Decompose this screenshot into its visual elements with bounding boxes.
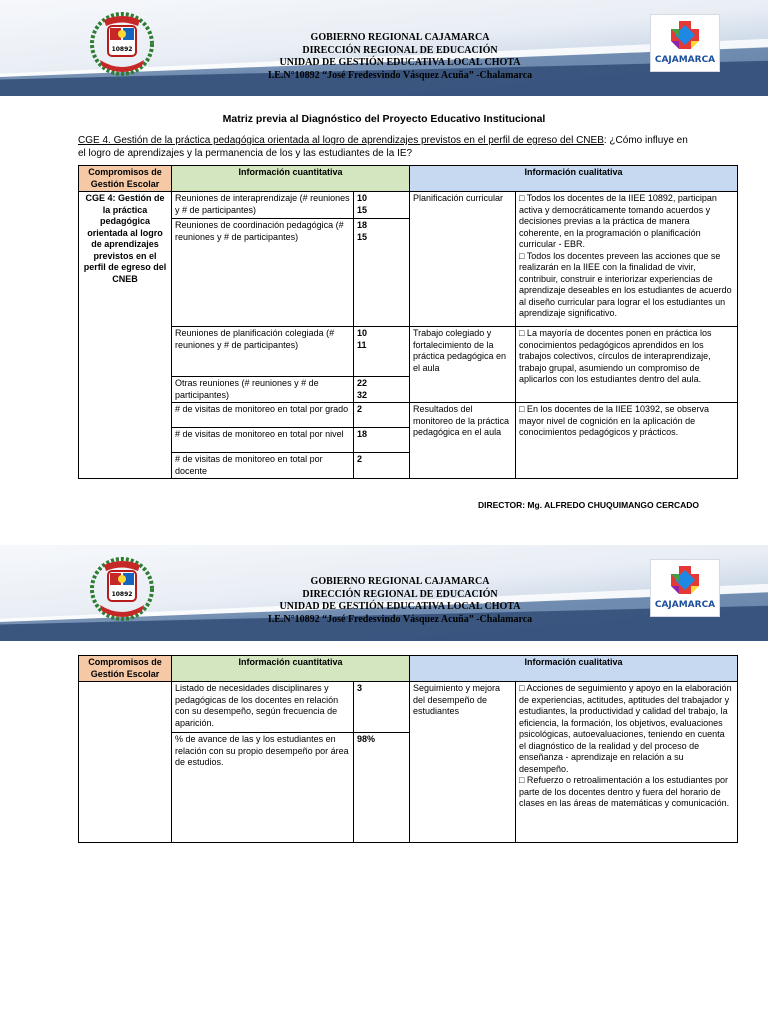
qual-text: □ En los docentes de la IIEE 10392, se observa mayor nivel de cognición en la aplicación de conocimientos pedagógicos y prácticos.	[516, 403, 738, 479]
qual-topic: Planificación curricular	[410, 192, 516, 327]
header-institution-text	[250, 576, 550, 626]
quant-value: 98%	[354, 733, 410, 843]
header-line: I.E.N°10892 “José Fredesvindo Vásquez Acuña” -Chalamarca	[267, 613, 533, 625]
school-emblem-icon	[88, 10, 156, 78]
header-line: DIRECCIÓN REGIONAL DE EDUCACIÓN	[302, 588, 498, 600]
school-emblem-icon	[88, 555, 156, 623]
quant-label: % de avance de las y los estudiantes en relación con su propio desempeño por área de estudios.	[172, 733, 354, 843]
header-line: I.E.N°10892 “José Fredesvindo Vásquez Acuña” -Chalamarca	[267, 69, 533, 81]
emblem-number: 10892	[111, 46, 133, 53]
quant-value: 2	[354, 403, 410, 428]
quant-label: Otras reuniones (# reuniones y # de participantes)	[172, 377, 354, 403]
quant-label: Reuniones de interaprendizaje (# reuniones y # de participantes)	[172, 192, 354, 219]
question-text: : ¿Cómo influye en el logro de aprendizajes y la permanencia de los y las estudiantes de la IE?	[78, 135, 688, 159]
header-compromisos: Compromisos de Gestión Escolar	[79, 166, 172, 192]
diagnostic-matrix-table	[78, 165, 738, 479]
header-cuantitativa: Información cuantitativa	[172, 166, 410, 192]
cajamarca-logo	[650, 14, 720, 72]
question-cge-heading: CGE 4. Gestión de la práctica pedagógica orientada al logro de aprendizajes previstos en el perfil de egreso del CNEB	[78, 135, 604, 146]
quant-label: # de visitas de monitoreo en total por nivel	[172, 428, 354, 453]
header-institution-text	[250, 32, 550, 82]
qual-topic: Trabajo colegiado y fortalecimiento de la práctica pedagógica en el aula	[410, 327, 516, 403]
quant-label: Reuniones de planificación colegiada (# reuniones y # de participantes)	[172, 327, 354, 377]
header-line: UNIDAD DE GESTIÓN EDUCATIVA LOCAL CHOTA	[279, 601, 521, 612]
header-line: GOBIERNO REGIONAL CAJAMARCA	[310, 576, 490, 587]
logo-text: CAJAMARCA	[654, 55, 716, 65]
header-cualitativa: Información cualitativa	[410, 166, 738, 192]
compromiso-cell-empty	[79, 682, 172, 843]
document-title: Matriz previa al Diagnóstico del Proyecto Educativo Institucional	[222, 113, 546, 125]
quant-value: 2	[354, 453, 410, 479]
qual-topic: Resultados del monitoreo de la práctica pedagógica en el aula	[410, 403, 516, 479]
cajamarca-logo	[650, 559, 720, 617]
qual-topic: Seguimiento y mejora del desempeño de estudiantes	[410, 682, 516, 843]
quant-label: Listado de necesidades disciplinares y pedagógicas de los docentes en relación con su desempeño, según frecuencia de aparición.	[172, 682, 354, 733]
header-line: DIRECCIÓN REGIONAL DE EDUCACIÓN	[302, 44, 498, 56]
quant-label: Reuniones de coordinación pedagógica (# reuniones y # de participantes)	[172, 219, 354, 327]
emblem-number: 10892	[111, 591, 133, 598]
header-line: GOBIERNO REGIONAL CAJAMARCA	[310, 32, 490, 43]
quant-label: # de visitas de monitoreo en total por docente	[172, 453, 354, 479]
header-cuantitativa: Información cuantitativa	[172, 656, 410, 682]
quant-value: 10 15	[354, 192, 410, 219]
qual-text: □ Todos los docentes de la IIEE 10892, participan activa y democráticamente tomando acuerdos y decisiones previas a la práctica de manera coherente, en la programación o planificación curricular - EBR. □ Todos los docentes preveen las acciones que se realizarán en la IIEE con la finalidad de vivir, contribuir, construir e interiorizar experiencias de aprendizaje deseables en los estudiantes de acuerdo al diseño curricular para lograr el los estudiantes un aprendizaje significativo.	[516, 192, 738, 327]
qual-text: □ Acciones de seguimiento y apoyo en la elaboración de experiencias, actitudes, aptitudes del trabajador y estudiantes, la productividad y calidad del trabajo, la eficiencia, la formación, los objetivos, evaluaciones psicológicas, autoevaluaciones, teniendo en cuenta el diagnóstico de la realidad y del proceso de enseñanza - aprendizaje en relación a su desempeño. □ Refuerzo o retroalimentación a los estudiantes por parte de los docentes dentro y fuera del horario de clases en las áreas de matemáticas y comunicación.	[516, 682, 738, 843]
quant-value: 10 11	[354, 327, 410, 377]
compromiso-cell: CGE 4: Gestión de la práctica pedagógica orientada al logro de aprendizajes previstos en el perfil de egreso del CNEB	[79, 192, 172, 479]
header-compromisos: Compromisos de Gestión Escolar	[79, 656, 172, 682]
diagnostic-matrix-table-continued	[78, 655, 738, 843]
guiding-question	[78, 134, 698, 160]
header-cualitativa: Información cualitativa	[410, 656, 738, 682]
header-line: UNIDAD DE GESTIÓN EDUCATIVA LOCAL CHOTA	[279, 57, 521, 68]
director-signature: DIRECTOR: Mg. ALFREDO CHUQUIMANGO CERCADO	[478, 500, 699, 510]
quant-label: # de visitas de monitoreo en total por grado	[172, 403, 354, 428]
quant-value: 22 32	[354, 377, 410, 403]
quant-value: 3	[354, 682, 410, 733]
cajamarca-logo-icon	[651, 15, 719, 71]
page2-header-band	[0, 545, 768, 641]
cajamarca-logo-icon	[651, 560, 719, 616]
logo-text: CAJAMARCA	[654, 600, 716, 610]
quant-value: 18	[354, 428, 410, 453]
quant-value: 18 15	[354, 219, 410, 327]
qual-text: □ La mayoría de docentes ponen en práctica los conocimientos pedagógicos aprendidos en los trabajos colectivos, círculos de interaprendizaje, trabajo grupal, asumiendo un compromiso de aplicarlos con los estudiantes dentro del aula.	[516, 327, 738, 403]
page1-header-band	[0, 0, 768, 96]
